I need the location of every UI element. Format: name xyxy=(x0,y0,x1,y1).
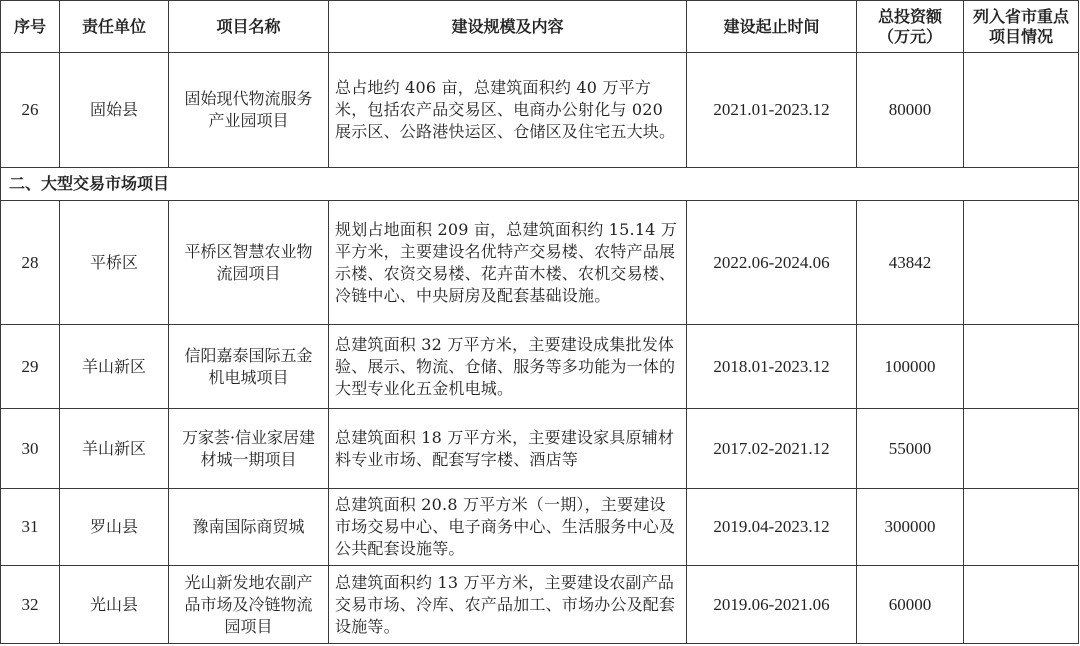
cell-key-project xyxy=(964,201,1079,325)
cell-key-project xyxy=(964,409,1079,489)
cell-no: 32 xyxy=(1,566,60,644)
cell-key-project xyxy=(964,489,1079,566)
cell-investment: 43842 xyxy=(857,201,964,325)
table-row xyxy=(1,409,1079,489)
cell-no: 31 xyxy=(1,489,60,566)
cell-name: 信阳嘉泰国际五金机电城项目 xyxy=(169,325,329,409)
cell-investment: 60000 xyxy=(857,566,964,644)
cell-period: 2017.02-2021.12 xyxy=(687,409,857,489)
cell-period: 2019.06-2021.06 xyxy=(687,566,857,644)
section-title: 二、大型交易市场项目 xyxy=(1,168,1079,201)
cell-key-project xyxy=(964,325,1079,409)
cell-name: 固始现代物流服务产业园项目 xyxy=(169,53,329,168)
cell-name: 万家荟·信业家居建材城一期项目 xyxy=(169,409,329,489)
cell-unit: 平桥区 xyxy=(60,201,169,325)
cell-name: 平桥区智慧农业物流园项目 xyxy=(169,201,329,325)
cell-no: 30 xyxy=(1,409,60,489)
cell-content: 总建筑面积 20.8 万平方米（一期），主要建设市场交易中心、电子商务中心、生活服务中心及公共配套设施等。 xyxy=(329,489,687,566)
cell-investment: 55000 xyxy=(857,409,964,489)
header-unit: 责任单位 xyxy=(60,1,169,53)
cell-period: 2018.01-2023.12 xyxy=(687,325,857,409)
cell-no: 28 xyxy=(1,201,60,325)
cell-key-project xyxy=(964,566,1079,644)
cell-content: 总建筑面积约 13 万平方米，主要建设农副产品交易市场、冷库、农产品加工、市场办公及配套设施等。 xyxy=(329,566,687,644)
table-row xyxy=(1,53,1079,168)
cell-period: 2021.01-2023.12 xyxy=(687,53,857,168)
cell-key-project xyxy=(964,53,1079,168)
section-row xyxy=(1,168,1079,201)
header-key-project: 列入省市重点项目情况 xyxy=(964,1,1079,53)
cell-investment: 100000 xyxy=(857,325,964,409)
cell-no: 26 xyxy=(1,53,60,168)
header-name: 项目名称 xyxy=(169,1,329,53)
cell-name: 豫南国际商贸城 xyxy=(169,489,329,566)
cell-content: 总建筑面积 18 万平方米，主要建设家具原辅材料专业市场、配套写字楼、酒店等 xyxy=(329,409,687,489)
cell-unit: 光山县 xyxy=(60,566,169,644)
header-content: 建设规模及内容 xyxy=(329,1,687,53)
cell-content: 总建筑面积 32 万平方米，主要建设成集批发体验、展示、物流、仓储、服务等多功能为一体的大型专业化五金机电城。 xyxy=(329,325,687,409)
header-period: 建设起止时间 xyxy=(687,1,857,53)
cell-unit: 羊山新区 xyxy=(60,325,169,409)
cell-investment: 80000 xyxy=(857,53,964,168)
cell-period: 2022.06-2024.06 xyxy=(687,201,857,325)
cell-unit: 罗山县 xyxy=(60,489,169,566)
table-row xyxy=(1,201,1079,325)
header-no: 序号 xyxy=(1,1,60,53)
header-investment: 总投资额 （万元） xyxy=(857,1,964,53)
cell-content: 总占地约 406 亩，总建筑面积约 40 万平方米，包括农产品交易区、电商办公射化与 020 展示区、公路港快运区、仓储区及住宅五大块。 xyxy=(329,53,687,168)
cell-period: 2019.04-2023.12 xyxy=(687,489,857,566)
header-row xyxy=(1,1,1079,53)
cell-content: 规划占地面积 209 亩，总建筑面积约 15.14 万平方米，主要建设名优特产交易楼、农特产品展示楼、农资交易楼、花卉苗木楼、农机交易楼、冷链中心、中央厨房及配套基础设施。 xyxy=(329,201,687,325)
cell-name: 光山新发地农副产品市场及冷链物流园项目 xyxy=(169,566,329,644)
table-row xyxy=(1,566,1079,644)
cell-unit: 固始县 xyxy=(60,53,169,168)
cell-unit: 羊山新区 xyxy=(60,409,169,489)
cell-no: 29 xyxy=(1,325,60,409)
table-row xyxy=(1,489,1079,566)
cell-investment: 300000 xyxy=(857,489,964,566)
table-row xyxy=(1,325,1079,409)
